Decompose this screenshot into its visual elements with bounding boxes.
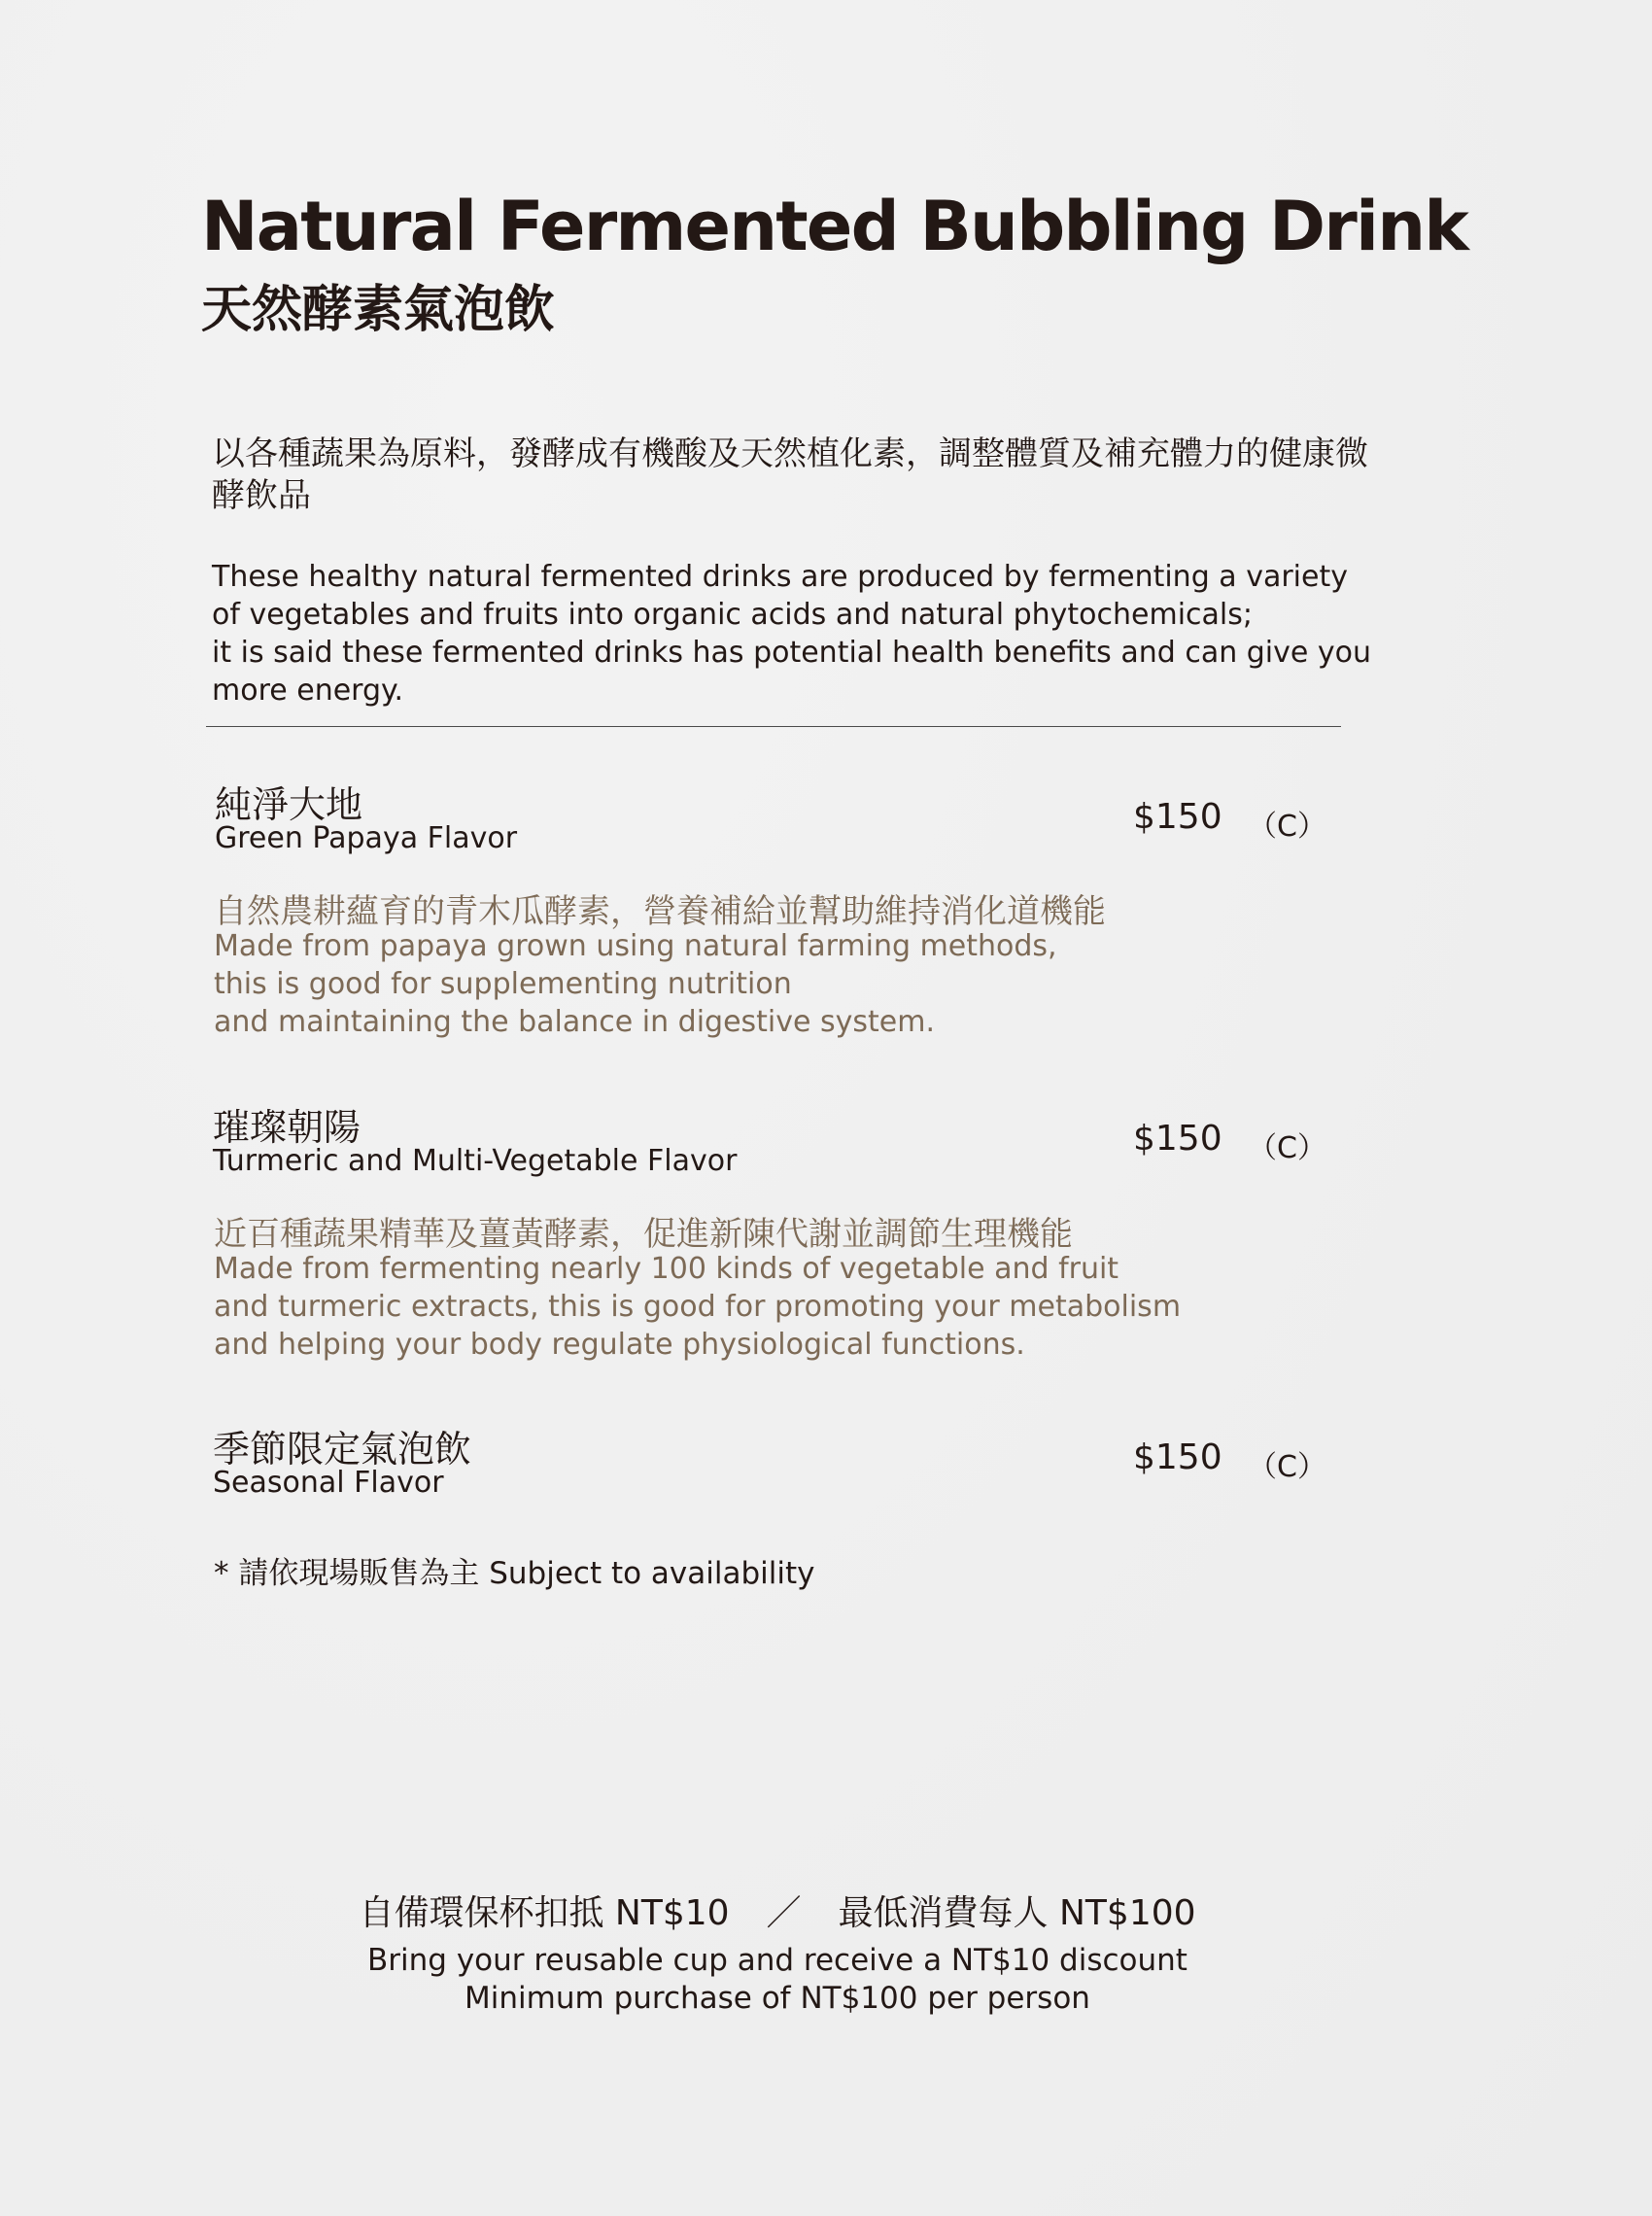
cup-discount-zh: 自備環保杯扣抵 NT$10 [359, 1893, 730, 1933]
availability-note: * 請依現場販售為主 Subject to availability [214, 1556, 815, 1591]
page-title: Natural Fermented Bubbling Drink [201, 187, 1467, 266]
minimum-purchase-zh: 最低消費每人 NT$100 [838, 1893, 1196, 1933]
page-subtitle-zh: 天然酵素氣泡飲 [201, 281, 556, 339]
footer-policy-zh [0, 1886, 1555, 1935]
item-tag: （C） [1248, 1131, 1326, 1165]
item-description-zh: 自然農耕蘊育的青木瓜酵素，營養補給並幫助維持消化道機能 [214, 892, 1106, 931]
footer-separator: ／ [766, 1893, 802, 1933]
item-description-zh: 近百種蔬果精華及薑黃酵素，促進新陳代謝並調節生理機能 [214, 1215, 1073, 1254]
item-price: $150 [1133, 1119, 1222, 1159]
item-tag: （C） [1248, 810, 1326, 844]
item-name-zh: 璀璨朝陽 [213, 1106, 361, 1149]
item-name-en: Turmeric and Multi-Vegetable Flavor [213, 1144, 738, 1178]
item-name-en: Green Papaya Flavor [215, 821, 518, 855]
item-name-zh: 季節限定氣泡飲 [213, 1428, 472, 1471]
intro-text-en: These healthy natural fermented drinks are produced by fermenting a variety of vegetables and fruits into organic acids and natural phytochemicals; it is said these fermented drinks has potential health benefits and can give you more energy. [212, 560, 1371, 708]
item-description-en: Made from fermenting nearly 100 kinds of vegetable and fruit and turmeric extracts, this is good for promoting your metabolism and helping your body regulate physiological functions. [214, 1252, 1182, 1362]
item-tag: （C） [1248, 1450, 1326, 1484]
item-name-zh: 純淨大地 [215, 783, 363, 826]
section-divider [206, 726, 1341, 727]
item-price: $150 [1133, 1437, 1222, 1477]
item-description-en: Made from papaya grown using natural farming methods, this is good for supplementing nutrition and maintaining the balance in digestive system. [214, 929, 1057, 1039]
intro-text-zh: 以各種蔬果為原料，發酵成有機酸及天然植化素，調整體質及補充體力的健康微酵飲品 [212, 434, 1368, 515]
minimum-purchase-en: Minimum purchase of NT$100 per person [465, 1981, 1090, 2016]
cup-discount-en: Bring your reusable cup and receive a NT$10 discount [367, 1943, 1187, 1978]
item-name-en: Seasonal Flavor [213, 1466, 444, 1500]
item-price: $150 [1133, 797, 1222, 837]
